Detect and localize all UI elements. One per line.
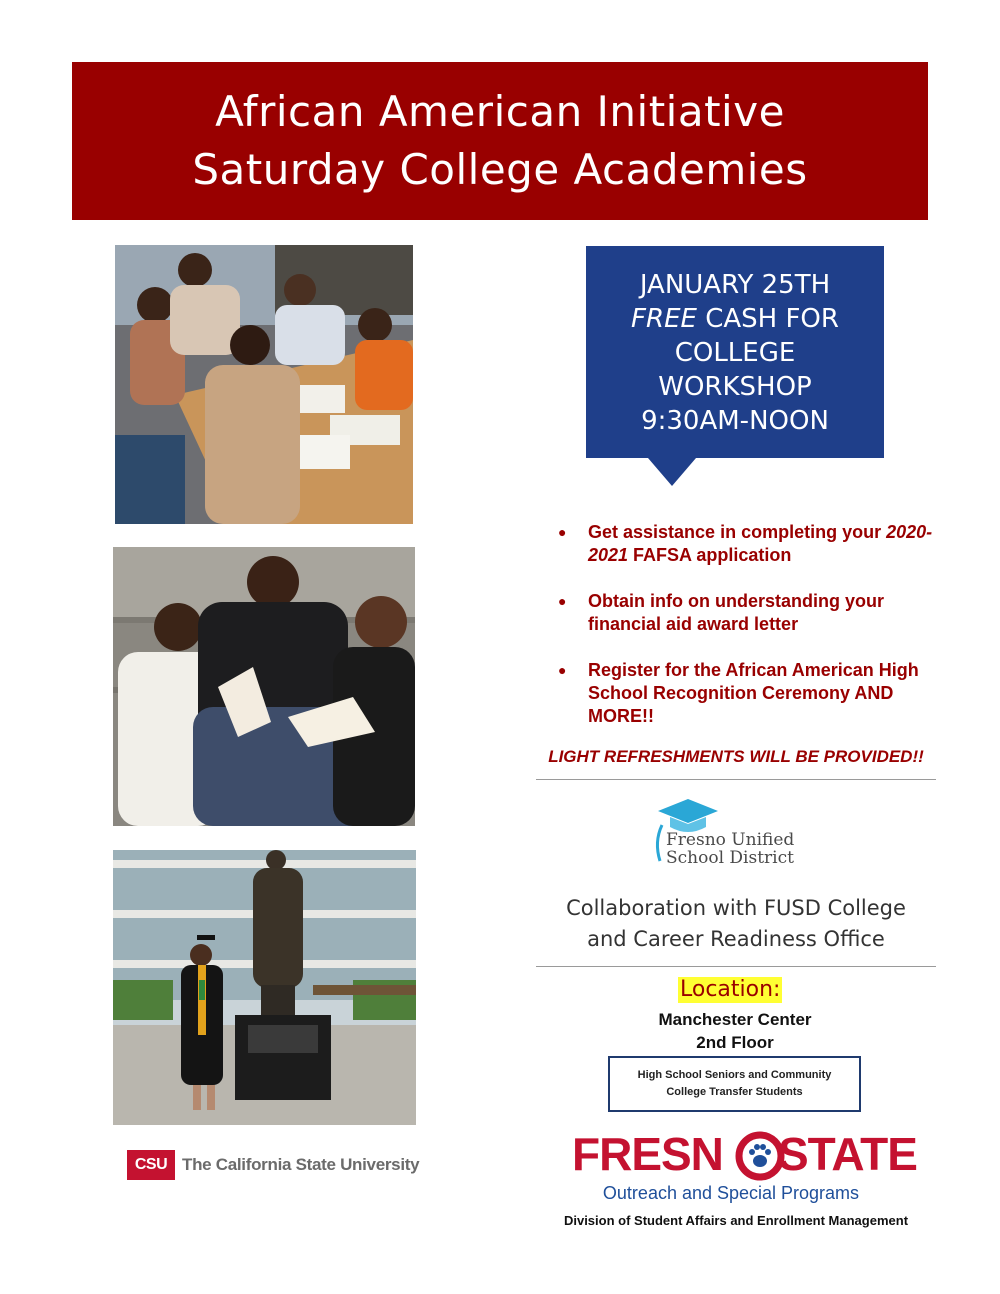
bullet-icon: ● [558, 662, 567, 678]
students-study-table-photo [115, 245, 413, 524]
fresno-state-logo [570, 1128, 917, 1180]
callout-cash-for: CASH FOR [696, 304, 839, 334]
list-item [556, 659, 946, 728]
audience-line-2: College Transfer Students [666, 1086, 803, 1098]
outreach-subtitle: Outreach and Special Programs [602, 1183, 860, 1203]
collaboration-line-2: and Career Readiness Office [587, 927, 885, 951]
fusd-line-2: School District [666, 848, 794, 868]
bullet-italic: 2020-2021 [588, 522, 933, 565]
bullet-text-end: FAFSA application [628, 545, 792, 565]
bullet-text: Obtain info on understanding your financial aid award letter [588, 591, 884, 634]
callout-text [586, 268, 884, 438]
callout-time: 9:30AM-NOON [641, 406, 829, 436]
title-banner [72, 62, 928, 220]
csu-logo [127, 1150, 419, 1180]
students-reading-steps-photo [113, 547, 415, 826]
collaboration-text [536, 893, 936, 955]
callout-workshop: WORKSHOP [658, 372, 812, 402]
title-line-2: Saturday College Academies [192, 145, 808, 194]
collaboration-line-1: Collaboration with FUSD College [566, 896, 906, 920]
bullet-text: Register for the African American High School Recognition Ceremony AND MORE!! [588, 660, 919, 726]
divider [536, 779, 936, 780]
location-floor: 2nd Floor [696, 1033, 774, 1052]
bullet-icon: ● [558, 524, 567, 540]
fusd-line-1: Fresno Unified [666, 830, 795, 850]
title-line-1: African American Initiative [215, 87, 785, 136]
bullet-text: Get assistance in completing your [588, 522, 887, 542]
divider [536, 966, 936, 967]
benefits-list [556, 521, 946, 751]
audience-box [608, 1056, 861, 1112]
list-item [556, 521, 946, 567]
graduate-statue-photo [113, 850, 416, 1125]
location-label: Location: [680, 977, 781, 1002]
audience-line-1: High School Seniors and Community [637, 1069, 832, 1081]
refreshments-note: LIGHT REFRESHMENTS WILL BE PROVIDED!! [548, 747, 924, 766]
callout-college: COLLEGE [674, 338, 796, 368]
bullet-icon: ● [558, 593, 567, 609]
workshop-callout [586, 246, 884, 490]
csu-name: The California State University [182, 1155, 420, 1174]
fusd-logo [650, 797, 835, 869]
callout-date: JANUARY 25TH [639, 270, 831, 300]
csu-mark: CSU [127, 1150, 175, 1180]
list-item [556, 590, 946, 636]
location-details [600, 1008, 870, 1054]
fresno-state-word-1: FRESN [572, 1128, 723, 1180]
callout-free-word: FREE [631, 304, 697, 334]
division-name: Division of Student Affairs and Enrollment Management [563, 1213, 909, 1228]
callout-free-line [586, 302, 884, 336]
fresno-state-word-2: STATE [778, 1128, 917, 1180]
location-venue: Manchester Center [658, 1010, 812, 1029]
